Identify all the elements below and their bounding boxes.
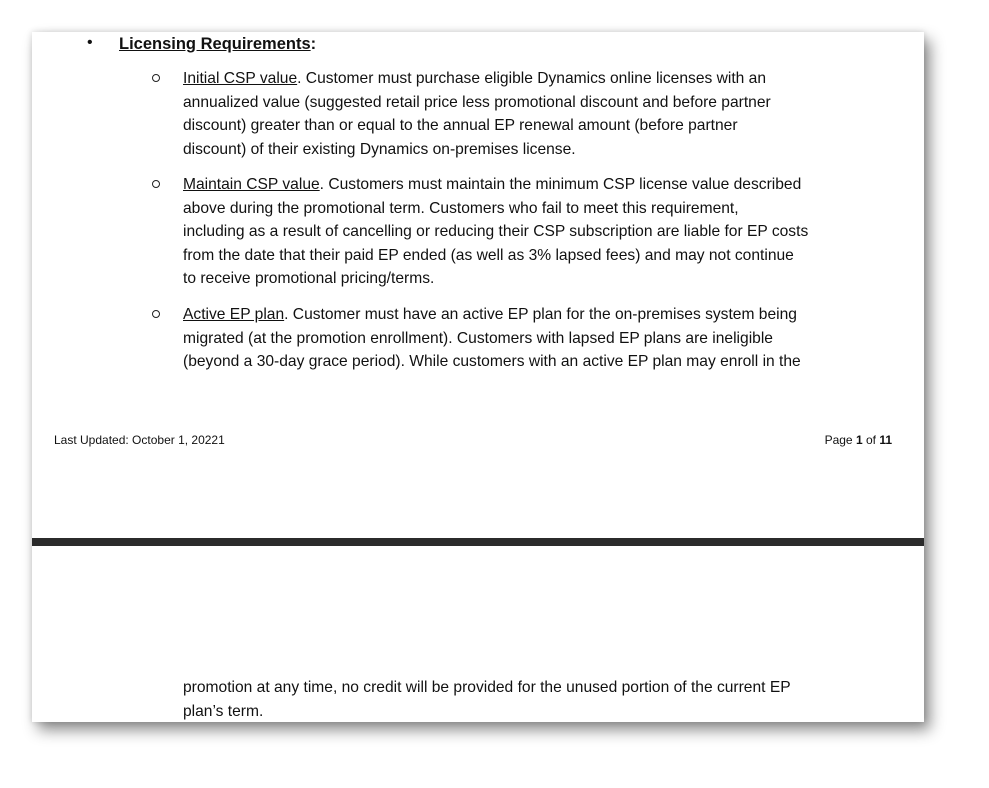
item-line: promotion at any time, no credit will be provided for the unused portion of the current EP [183, 679, 791, 696]
list-item [183, 303, 903, 374]
item-line: discount) greater than or equal to the annual EP renewal amount (before partner [183, 117, 738, 134]
item-line: discount) of their existing Dynamics on-premises license. [183, 140, 576, 158]
item-line: from the date that their paid EP ended (as well as 3% lapsed fees) and may not continue [183, 246, 794, 264]
item-text: . Customer must purchase eligible Dynamics online licenses with an [297, 70, 767, 87]
list-item [183, 173, 903, 291]
item-line: annualized value (suggested retail price less promotional discount and before partner [183, 93, 771, 111]
page-break-divider [32, 538, 924, 546]
item-title: Initial CSP value [183, 70, 298, 87]
item-line: (beyond a 30-day grace period). While customers with an active EP plan may enroll in the [183, 353, 801, 370]
circle-bullet-icon [152, 310, 160, 318]
section-heading [119, 35, 316, 54]
heading-suffix: : [310, 35, 317, 53]
circle-bullet-icon [152, 74, 160, 82]
continuation-text [183, 676, 791, 722]
page-label: Page [824, 433, 856, 447]
current-page: 1 [855, 433, 863, 447]
heading-text: Licensing Requirements [119, 35, 311, 53]
total-pages: 11 [879, 433, 892, 447]
item-text: . Customer must have an active EP plan for the on-premises system being [284, 306, 797, 323]
item-title: Maintain CSP value [183, 176, 320, 193]
item-text: . Customers must maintain the minimum CSP license value described [319, 176, 802, 193]
circle-bullet-icon [152, 180, 160, 188]
item-title: Active EP plan [183, 306, 285, 323]
last-updated: Last Updated: October 1, 20221 [54, 433, 225, 447]
item-line: above during the promotional term. Customers who fail to meet this requirement, [183, 199, 739, 217]
item-line: including as a result of cancelling or reducing their CSP subscription are liable for EP costs [183, 223, 809, 240]
bullet-icon: • [87, 34, 93, 51]
of-label: of [862, 433, 880, 447]
item-line: plan’s term. [183, 702, 264, 720]
list-item [183, 67, 903, 161]
document-page [32, 32, 924, 722]
page-number [825, 433, 892, 447]
item-line: migrated (at the promotion enrollment). Customers with lapsed EP plans are ineligible [183, 329, 773, 347]
item-line: to receive promotional pricing/terms. [183, 270, 435, 287]
